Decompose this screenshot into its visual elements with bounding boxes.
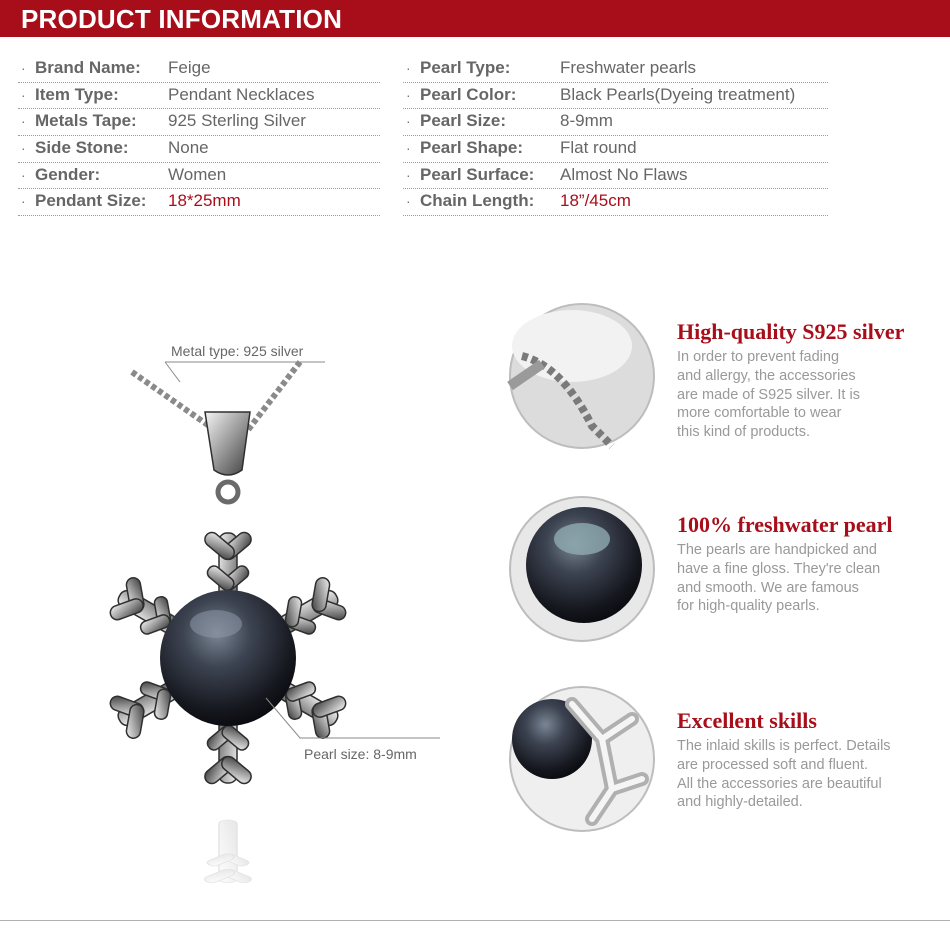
spec-row — [403, 83, 828, 110]
header-banner — [0, 0, 950, 37]
spec-label: Pearl Surface: — [420, 164, 535, 184]
spec-label: Item Type: — [35, 84, 119, 104]
bullet-dot: · — [21, 113, 26, 130]
spec-value: 925 Sterling Silver — [168, 111, 306, 131]
feature-line: and smooth. We are famous — [677, 579, 859, 596]
spec-row — [403, 136, 828, 163]
footer-divider — [0, 920, 950, 921]
bullet-dot: · — [406, 113, 411, 130]
spec-label: Pendant Size: — [35, 191, 147, 211]
feature-description — [677, 348, 937, 442]
spec-value: 18”/45cm — [560, 191, 631, 211]
feature-title: 100% freshwater pearl — [677, 512, 893, 537]
spec-row — [403, 189, 828, 216]
spec-row — [18, 56, 380, 83]
spec-value: 18*25mm — [168, 191, 241, 211]
spec-row — [18, 163, 380, 190]
feature-line: The pearls are handpicked and — [677, 542, 877, 558]
pendant-bail — [205, 412, 250, 475]
spec-value: Black Pearls(Dyeing treatment) — [560, 84, 796, 104]
spec-table-left — [18, 56, 380, 216]
spec-row — [18, 136, 380, 163]
feature-title: High-quality S925 silver — [677, 319, 905, 344]
feature-photo-pearl — [510, 497, 654, 641]
spec-row — [403, 163, 828, 190]
chain — [248, 362, 300, 430]
metal-type-callout: Metal type: 925 silver — [171, 343, 304, 359]
spec-label: Pearl Shape: — [420, 138, 523, 158]
feature-line: and highly-detailed. — [677, 794, 803, 811]
feature-line: have a fine gloss. They're clean — [677, 560, 881, 577]
spec-row — [403, 109, 828, 136]
feature-line: In order to prevent fading — [677, 349, 840, 365]
spec-label: Gender: — [35, 164, 101, 184]
spec-label: Side Stone: — [35, 138, 129, 158]
black-pearl — [160, 590, 296, 726]
page-title: PRODUCT INFORMATION — [21, 4, 343, 34]
spec-label: Chain Length: — [420, 191, 535, 211]
feature-line: for high-quality pearls. — [677, 598, 820, 615]
bullet-dot: · — [406, 166, 411, 183]
spec-label: Pearl Type: — [420, 58, 511, 77]
bullet-dot: · — [21, 140, 26, 157]
spec-label: Brand Name: — [35, 58, 141, 77]
spec-value: Feige — [168, 58, 211, 77]
feature-description — [677, 737, 937, 812]
spec-row — [403, 56, 828, 83]
feature-title: Excellent skills — [677, 708, 817, 733]
spec-label: Pearl Size: — [420, 111, 506, 131]
spec-row — [18, 189, 380, 216]
spec-value: Women — [168, 164, 227, 184]
bullet-dot: · — [406, 193, 411, 210]
spec-table-right — [403, 56, 828, 216]
spec-label: Metals Tape: — [35, 111, 137, 131]
spec-value: Pendant Necklaces — [168, 84, 315, 104]
bullet-dot: · — [21, 193, 26, 210]
spec-value: None — [168, 138, 209, 158]
feature-line: All the accessories are beautiful — [677, 775, 882, 792]
feature-line: are processed soft and fluent. — [677, 756, 869, 773]
bullet-dot: · — [21, 86, 26, 103]
chain — [132, 372, 215, 430]
feature-line: more comfortable to wear — [677, 405, 842, 422]
feature-photo-inlay — [510, 687, 654, 831]
feature-line: and allergy, the accessories — [677, 367, 856, 384]
bullet-dot: · — [21, 166, 26, 183]
spec-value: Freshwater pearls — [560, 58, 697, 77]
spec-value: 8-9mm — [560, 111, 613, 131]
bullet-dot: · — [406, 140, 411, 157]
spec-row — [18, 83, 380, 110]
spec-value: Almost No Flaws — [560, 164, 688, 184]
feature-line: are made of S925 silver. It is — [677, 386, 860, 403]
feature-photo-silver — [510, 304, 654, 448]
pearl-size-callout: Pearl size: 8-9mm — [304, 746, 417, 762]
feature-line: The inlaid skills is perfect. Details — [677, 738, 891, 754]
feature-line: this kind of products. — [677, 424, 810, 441]
spec-row — [18, 109, 380, 136]
spec-label: Pearl Color: — [420, 84, 517, 104]
bullet-dot: · — [21, 60, 26, 76]
feature-description — [677, 541, 937, 616]
bullet-dot: · — [406, 60, 411, 76]
bullet-dot: · — [406, 86, 411, 103]
spec-value: Flat round — [560, 138, 637, 158]
